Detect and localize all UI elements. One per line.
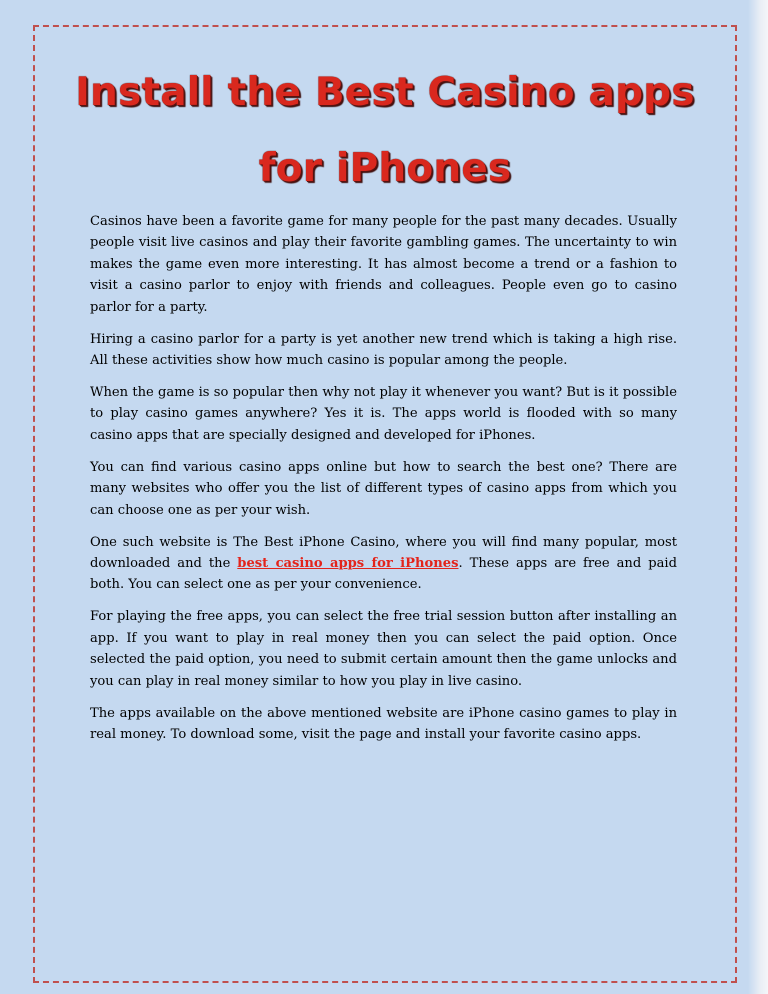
paragraph-5-text-after: . These apps are free and paid both. You can select one as per your convenience. — [90, 556, 677, 593]
paragraph-1: Casinos have been a favorite game for many people for the past many decades. Usually people visit live casinos and play their favorite gambling games. The uncertainty to win makes the game even more interesting. It has almost become a trend or a fashion to visit a casino parlor to enjoy with friends and colleagues. People even go to casino parlor for a party. — [90, 214, 677, 315]
page-edge-shadow — [748, 0, 768, 994]
document-body — [90, 211, 677, 756]
paragraph-5-text-before: One such website is The Best iPhone Casino, where you will find many popular, most downloaded and the — [90, 534, 677, 572]
title-line-1: Install the Best Casino apps — [75, 70, 695, 115]
best-casino-apps-link[interactable]: best casino apps for iPhones — [237, 556, 459, 572]
paragraph-4: You can find various casino apps online but how to search the best one? There are many websites who offer you the list of different types of casino apps from which you can choose one as per your wish. — [90, 459, 677, 518]
paragraph-2: Hiring a casino parlor for a party is yet another new trend which is taking a high rise. All these activities show how much casino is popular among the people. — [90, 331, 677, 369]
paragraph-3: When the game is so popular then why not play it whenever you want? But is it possible to play casino games anywhere? Yes it is. The apps world is flooded with so many casino apps that are specially designed and developed for iPhones. — [90, 385, 677, 443]
title-line-2: for iPhones — [258, 146, 512, 191]
paragraph-7: The apps available on the above mentioned website are iPhone casino games to play in real money. To download some, visit the page and install your favorite casino apps. — [90, 705, 677, 743]
document-title — [40, 55, 730, 207]
paragraph-5 — [90, 532, 677, 596]
paragraph-6: For playing the free apps, you can select the free trial session button after installing an app. If you want to play in real money then you can select the paid option. Once selected the paid option, you need to submit certain amount then the game unlocks and you can play in real money similar to how you play in live casino. — [90, 609, 677, 689]
